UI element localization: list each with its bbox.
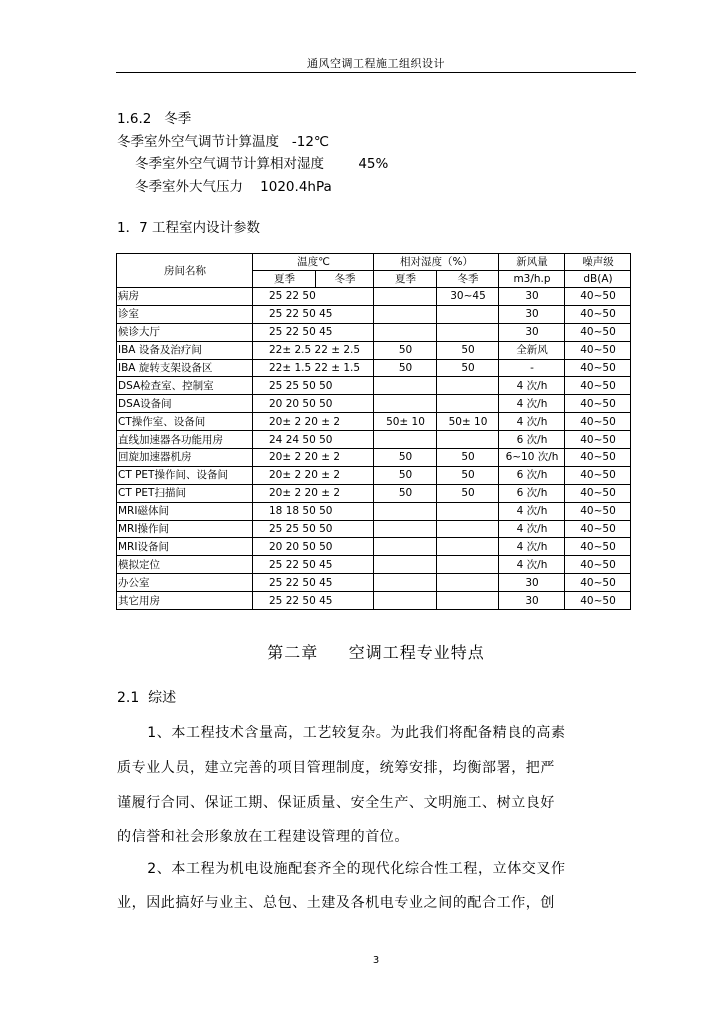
table-row [117,323,631,341]
winter-humidity-line: 冬季室外空气调节计算相对湿度 45% [135,156,389,172]
cell-temperature: 20 20 50 50 [253,538,374,556]
cell-noise: 40~50 [565,431,631,449]
cell-noise: 40~50 [565,520,631,538]
cell-humidity-winter: 50± 10 [437,413,499,431]
cell-temperature: 20± 2 20 ± 2 [253,484,374,502]
cell-temperature: 25 22 50 45 [253,323,374,341]
cell-fresh-air: 4 次/h [499,556,565,574]
cell-humidity-winter: 30~45 [437,288,499,306]
cell-noise: 40~50 [565,341,631,359]
header-noise: 噪声级 [565,254,631,271]
cell-fresh-air: 4 次/h [499,538,565,556]
cell-noise: 40~50 [565,359,631,377]
table-row [117,466,631,484]
cell-noise: 40~50 [565,502,631,520]
cell-humidity-winter: 50 [437,341,499,359]
cell-humidity-winter [437,520,499,538]
cell-room: 其它用房 [117,592,253,610]
cell-noise: 40~50 [565,288,631,306]
header-fresh-air: 新风量 [499,254,565,271]
cell-humidity-winter: 50 [437,466,499,484]
cell-room: 模拟定位 [117,556,253,574]
cell-room: IBA 设备及治疗间 [117,341,253,359]
cell-humidity-winter [437,323,499,341]
header-hum-summer: 夏季 [374,271,437,288]
header-room-name: 房间名称 [117,254,253,288]
cell-room: MRI设备间 [117,538,253,556]
page-number: 3 [372,955,380,966]
cell-humidity-summer [374,520,437,538]
cell-humidity-summer [374,538,437,556]
cell-temperature: 20± 2 20 ± 2 [253,449,374,467]
cell-fresh-air: 4 次/h [499,377,565,395]
cell-humidity-winter [437,305,499,323]
cell-room: 病房 [117,288,253,306]
table-row [117,305,631,323]
cell-temperature: 20± 2 20 ± 2 [253,413,374,431]
cell-room: 回旋加速器机房 [117,449,253,467]
section-2-1-title: 2.1 综述 [117,690,177,706]
table-row [117,449,631,467]
cell-temperature: 22± 1.5 22 ± 1.5 [253,359,374,377]
table-row [117,520,631,538]
paragraph-line: 1、本工程技术含量高，工艺较复杂。为此我们将配备精良的高素 [117,725,566,741]
cell-fresh-air: 30 [499,288,565,306]
cell-humidity-summer [374,592,437,610]
table-row [117,431,631,449]
cell-room: MRI磁体间 [117,502,253,520]
header-temp-winter: 冬季 [316,271,374,288]
cell-room: DSA检查室、控制室 [117,377,253,395]
cell-room: 候诊大厅 [117,323,253,341]
cell-fresh-air: 30 [499,574,565,592]
cell-fresh-air: 6~10 次/h [499,449,565,467]
paragraph-line: 业，因此搞好与业主、总包、土建及各机电专业之间的配合工作，创 [117,895,555,911]
table-row [117,484,631,502]
cell-humidity-summer [374,502,437,520]
cell-fresh-air: 6 次/h [499,466,565,484]
table-row [117,413,631,431]
cell-humidity-summer: 50 [374,466,437,484]
cell-humidity-winter: 50 [437,359,499,377]
cell-room: 直线加速器各功能用房 [117,431,253,449]
cell-fresh-air: 30 [499,592,565,610]
cell-humidity-summer [374,377,437,395]
cell-humidity-summer [374,305,437,323]
table-row [117,359,631,377]
cell-noise: 40~50 [565,556,631,574]
cell-temperature: 24 24 50 50 [253,431,374,449]
table-row [117,395,631,413]
cell-humidity-summer [374,323,437,341]
cell-humidity-winter [437,574,499,592]
cell-temperature: 20 20 50 50 [253,395,374,413]
cell-fresh-air: - [499,359,565,377]
header-fresh-air-unit: m3/h.p [499,271,565,288]
cell-fresh-air: 4 次/h [499,413,565,431]
cell-humidity-summer: 50 [374,359,437,377]
header-humidity: 相对湿度（%） [374,254,499,271]
cell-humidity-summer: 50 [374,449,437,467]
cell-noise: 40~50 [565,377,631,395]
cell-humidity-winter [437,431,499,449]
cell-fresh-air: 30 [499,305,565,323]
cell-temperature: 25 22 50 45 [253,592,374,610]
table-row [117,556,631,574]
cell-room: IBA 旋转支架设备区 [117,359,253,377]
cell-humidity-winter [437,395,499,413]
table-row [117,592,631,610]
cell-noise: 40~50 [565,538,631,556]
cell-humidity-winter [437,556,499,574]
cell-humidity-summer [374,288,437,306]
cell-temperature: 25 22 50 45 [253,305,374,323]
cell-noise: 40~50 [565,592,631,610]
cell-noise: 40~50 [565,449,631,467]
cell-temperature: 22± 2.5 22 ± 2.5 [253,341,374,359]
cell-humidity-winter [437,592,499,610]
cell-noise: 40~50 [565,323,631,341]
cell-humidity-winter [437,502,499,520]
header-hum-winter: 冬季 [437,271,499,288]
cell-fresh-air: 6 次/h [499,484,565,502]
winter-pressure-line: 冬季室外大气压力 1020.4hPa [135,179,332,195]
paragraph-line: 谨履行合同、保证工期、保证质量、安全生产、文明施工、树立良好 [117,795,555,811]
table-row [117,288,631,306]
indoor-design-params-table [116,253,631,610]
cell-fresh-air: 6 次/h [499,431,565,449]
cell-humidity-winter: 50 [437,484,499,502]
table-row [117,377,631,395]
header-noise-unit: dB(A) [565,271,631,288]
paragraph-line: 的信誉和社会形象放在工程建设管理的首位。 [117,829,409,845]
header-rule [116,72,636,73]
cell-humidity-summer: 50 [374,341,437,359]
cell-fresh-air: 4 次/h [499,395,565,413]
cell-fresh-air: 30 [499,323,565,341]
paragraph-line: 质专业人员，建立完善的项目管理制度，统筹安排，均衡部署，把严 [117,760,555,776]
cell-room: CT操作室、设备间 [117,413,253,431]
chapter-2-title: 第二章 空调工程专业特点 [267,643,485,662]
cell-temperature: 18 18 50 50 [253,502,374,520]
cell-temperature: 25 25 50 50 [253,377,374,395]
cell-room: DSA设备间 [117,395,253,413]
cell-temperature: 25 22 50 [253,288,374,306]
cell-fresh-air: 4 次/h [499,520,565,538]
cell-humidity-summer [374,574,437,592]
cell-noise: 40~50 [565,395,631,413]
cell-humidity-winter [437,377,499,395]
cell-humidity-winter: 50 [437,449,499,467]
cell-noise: 40~50 [565,574,631,592]
cell-temperature: 25 25 50 50 [253,520,374,538]
cell-fresh-air: 4 次/h [499,502,565,520]
header-temperature: 温度℃ [253,254,374,271]
cell-room: 办公室 [117,574,253,592]
cell-humidity-summer [374,556,437,574]
table-row [117,502,631,520]
table-row [117,574,631,592]
cell-room: CT PET扫描间 [117,484,253,502]
cell-room: CT PET操作间、设备间 [117,466,253,484]
paragraph-line: 2、本工程为机电设施配套齐全的现代化综合性工程，立体交叉作 [117,861,566,877]
page-header-title: 通风空调工程施工组织设计 [307,57,445,70]
cell-noise: 40~50 [565,413,631,431]
cell-noise: 40~50 [565,466,631,484]
cell-fresh-air: 全新风 [499,341,565,359]
cell-humidity-summer: 50 [374,484,437,502]
cell-temperature: 25 22 50 45 [253,556,374,574]
cell-humidity-summer [374,395,437,413]
table-row [117,538,631,556]
cell-humidity-winter [437,538,499,556]
section-1-7-title: 1．7 工程室内设计参数 [117,220,260,236]
cell-temperature: 25 22 50 45 [253,574,374,592]
winter-temp-line: 冬季室外空气调节计算温度 -12℃ [117,134,330,150]
cell-room: MRI操作间 [117,520,253,538]
cell-temperature: 20± 2 20 ± 2 [253,466,374,484]
header-temp-summer: 夏季 [253,271,316,288]
cell-room: 诊室 [117,305,253,323]
cell-noise: 40~50 [565,484,631,502]
cell-humidity-summer [374,431,437,449]
cell-noise: 40~50 [565,305,631,323]
section-1-6-2-title: 1.6.2 冬季 [117,111,192,127]
table-row [117,341,631,359]
cell-humidity-summer: 50± 10 [374,413,437,431]
